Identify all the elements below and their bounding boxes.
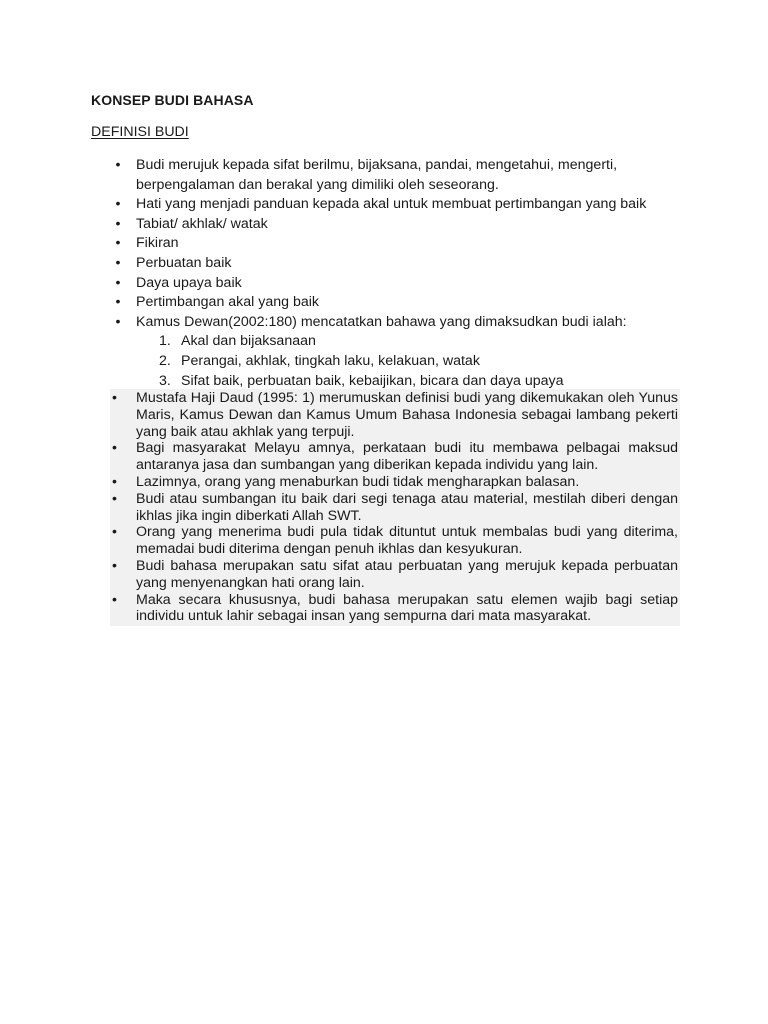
bullet-icon: • [115, 274, 121, 291]
bullet-icon: • [112, 473, 117, 490]
bullet-icon: • [115, 196, 121, 213]
list-item-text: Kamus Dewan(2002:180) mencatatkan bahawa yang dimaksudkan budi ialah: [136, 313, 627, 330]
sublist-item-text: Perangai, akhlak, tingkah laku, kelakuan, watak [181, 352, 480, 369]
list-item [112, 234, 672, 254]
list-item [112, 491, 678, 525]
list-item [112, 558, 678, 592]
sublist-number: 2. [159, 352, 171, 369]
list-item [112, 440, 678, 474]
list-item [112, 293, 672, 313]
list-item-text: Pertimbangan akal yang baik [136, 294, 319, 311]
list-item-text: Daya upaya baik [136, 274, 242, 291]
list-item [112, 215, 672, 235]
sublist-item [136, 352, 672, 372]
list-item [112, 524, 678, 558]
sublist-item-text: Akal dan bijaksanaan [181, 333, 316, 350]
bullet-icon: • [112, 524, 117, 541]
sublist-number: 3. [159, 372, 171, 389]
list-item-text: Budi bahasa merupakan satu sifat atau perbuatan yang merujuk kepada perbuatan yang menyenangkan hati orang lain. [136, 557, 678, 591]
list-item [112, 592, 678, 626]
section-heading: DEFINISI BUDI [91, 124, 189, 140]
list-item-text: Bagi masyarakat Melayu amnya, perkataan budi itu membawa pelbagai maksud antaranya jasa dan sumbangan yang diberikan kepada individu yang lain. [136, 440, 678, 474]
bullet-icon: • [112, 490, 117, 507]
bullet-icon: • [112, 440, 117, 457]
bullet-icon: • [115, 215, 121, 232]
bullet-icon: • [115, 157, 121, 173]
bullet-icon: • [112, 591, 117, 608]
list-item [112, 274, 672, 294]
list-item-text: Hati yang menjadi panduan kepada akal untuk membuat pertimbangan yang baik [136, 196, 647, 213]
list-item-text: Tabiat/ akhlak/ watak [136, 215, 268, 232]
bullet-icon: • [115, 235, 121, 252]
list-item-text: Perbuatan baik [136, 254, 232, 271]
list-item [112, 313, 672, 391]
list-item-text: Maka secara khususnya, budi bahasa merupakan satu elemen wajib bagi setiap individu untuk lahir sebagai insan yang sempurna dari mata masyarakat. [136, 591, 678, 625]
list-item [112, 195, 672, 215]
explanation-list [112, 390, 678, 625]
sublist-item-text: Sifat baik, perbuatan baik, kebaijikan, bicara dan daya upaya [181, 372, 564, 389]
bullet-icon: • [115, 254, 121, 271]
list-item [112, 156, 672, 195]
list-item-text: Mustafa Haji Daud (1995: 1) merumuskan definisi budi yang dikemukakan oleh Yunus Maris, Kamus Dewan dan Kamus Umum Bahasa Indonesia sebagai lambang pekerti yang baik atau akhlak yang terpuji. [136, 390, 678, 440]
sublist-item [136, 332, 672, 352]
bullet-icon: • [115, 294, 121, 311]
bullet-icon: • [112, 557, 117, 574]
numbered-sublist [136, 332, 672, 391]
list-item-text: Budi merujuk kepada sifat berilmu, bijaksana, pandai, mengetahui, mengerti, berpengalaman dan berakal yang dimiliki oleh seseorang. [136, 157, 618, 193]
document-title: KONSEP BUDI BAHASA [91, 92, 254, 108]
list-item-text: Fikiran [136, 235, 179, 252]
list-item [112, 254, 672, 274]
bullet-icon: • [112, 390, 117, 406]
definition-list [112, 156, 672, 391]
list-item-text: Budi atau sumbangan itu baik dari segi tenaga atau material, mestilah diberi dengan ikhlas jika ingin diberkati Allah SWT. [136, 490, 678, 524]
list-item-text: Lazimnya, orang yang menaburkan budi tidak mengharapkan balasan. [136, 473, 580, 490]
sublist-number: 1. [159, 333, 171, 350]
list-item [112, 474, 678, 491]
list-item-text: Orang yang menerima budi pula tidak dituntut untuk membalas budi yang diterima, memadai budi diterima dengan penuh ikhlas dan kesyukuran. [136, 524, 678, 558]
bullet-icon: • [115, 313, 121, 330]
list-item [112, 390, 678, 440]
